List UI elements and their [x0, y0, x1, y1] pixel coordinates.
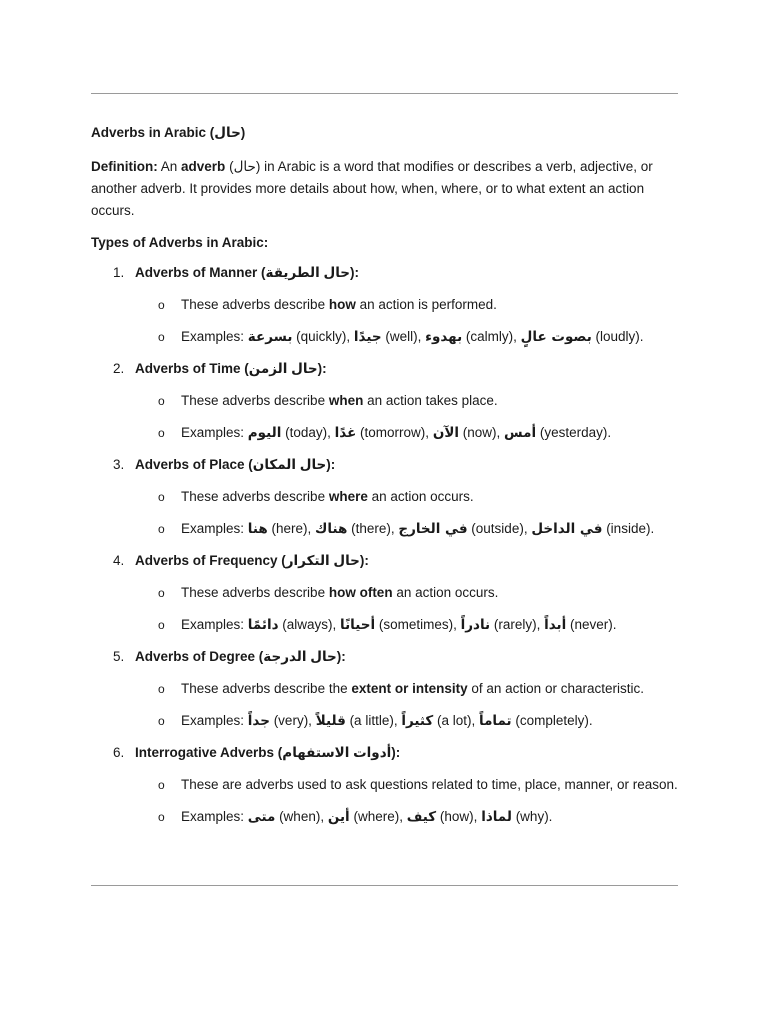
- adverb-type-details: [91, 678, 678, 732]
- example-arabic-word: الآن: [432, 425, 460, 441]
- document-content: [91, 122, 678, 838]
- list-number: 1.: [113, 265, 125, 280]
- examples-list: [248, 521, 654, 536]
- description-text-end: of an action or characteristic.: [467, 681, 644, 696]
- adverb-type-heading: Adverbs of Manner (حال الطريقة):: [135, 265, 360, 280]
- example-translation: (sometimes),: [375, 617, 461, 632]
- example-arabic-word: جيدًا: [353, 329, 382, 345]
- list-number: 4.: [113, 553, 125, 568]
- bullet-icon: o: [158, 778, 165, 792]
- examples-label: Examples:: [181, 809, 248, 824]
- adverb-type-4: [91, 550, 678, 636]
- example-arabic-word: هناك: [315, 521, 348, 537]
- adverb-type-details: [91, 486, 678, 540]
- adverb-examples: [158, 614, 678, 636]
- example-translation: (loudly).: [591, 329, 644, 344]
- example-translation: (how),: [436, 809, 482, 824]
- example-translation: (today),: [281, 425, 335, 440]
- examples-list: [248, 425, 611, 440]
- examples-list: [248, 617, 617, 632]
- description-keyword: how: [328, 297, 356, 312]
- example-translation: (inside).: [602, 521, 655, 536]
- definition-term: adverb: [181, 159, 226, 174]
- top-divider: [91, 93, 678, 94]
- example-arabic-word: أحيانًا: [340, 617, 376, 633]
- bullet-icon: o: [158, 682, 165, 696]
- list-number: 6.: [113, 745, 125, 760]
- example-translation: (rarely),: [490, 617, 545, 632]
- adverb-description: [158, 390, 678, 412]
- definition-paragraph: [91, 156, 678, 222]
- description-text-end: an action occurs.: [392, 585, 499, 600]
- adverb-type-1: [91, 262, 678, 348]
- bullet-icon: o: [158, 426, 165, 440]
- example-arabic-word: أين: [327, 809, 350, 825]
- bullet-icon: o: [158, 810, 165, 824]
- bullet-icon: o: [158, 330, 165, 344]
- example-translation: (never).: [566, 617, 617, 632]
- description-keyword: how often: [328, 585, 393, 600]
- example-arabic-word: أبداً: [544, 617, 567, 633]
- examples-list: [248, 329, 644, 344]
- bullet-icon: o: [158, 618, 165, 632]
- adverb-type-3: [91, 454, 678, 540]
- examples-label: Examples:: [181, 521, 248, 536]
- description-text: These are adverbs used to ask questions related to time, place, manner, or reason.: [181, 777, 678, 792]
- examples-list: [248, 713, 593, 728]
- types-heading: Types of Adverbs in Arabic:: [91, 235, 269, 250]
- example-arabic-word: قليلاً: [315, 713, 346, 729]
- adverb-description: [158, 774, 678, 796]
- adverb-type-heading: Adverbs of Time (حال الزمن):: [135, 361, 327, 376]
- bullet-icon: o: [158, 490, 165, 504]
- adverb-description: [158, 486, 678, 508]
- example-arabic-word: كيف: [406, 809, 437, 825]
- example-translation: (now),: [459, 425, 505, 440]
- examples-label: Examples:: [181, 329, 248, 344]
- example-translation: (completely).: [511, 713, 593, 728]
- example-arabic-word: هنا: [247, 521, 268, 537]
- adverb-examples: [158, 710, 678, 732]
- description-text: These adverbs describe: [181, 489, 329, 504]
- example-translation: (well),: [381, 329, 426, 344]
- description-text: These adverbs describe: [181, 585, 329, 600]
- adverb-type-heading: Adverbs of Place (حال المكان):: [135, 457, 336, 472]
- adverb-type-2: [91, 358, 678, 444]
- list-number: 5.: [113, 649, 125, 664]
- example-arabic-word: اليوم: [247, 425, 282, 441]
- example-arabic-word: بصوت عالٍ: [520, 329, 592, 345]
- description-text: These adverbs describe: [181, 393, 329, 408]
- example-translation: (very),: [269, 713, 316, 728]
- examples-label: Examples:: [181, 713, 248, 728]
- adverb-examples: [158, 518, 678, 540]
- example-arabic-word: لماذا: [481, 809, 512, 825]
- adverb-type-heading: Interrogative Adverbs (أدوات الاستفهام):: [135, 745, 401, 760]
- bullet-icon: o: [158, 714, 165, 728]
- adverb-description: [158, 582, 678, 604]
- definition-pre: An: [157, 159, 182, 174]
- description-text-end: an action is performed.: [355, 297, 497, 312]
- adverb-type-heading: Adverbs of Frequency (حال التكرار):: [135, 553, 369, 568]
- document-title: Adverbs in Arabic (حال): [91, 125, 246, 140]
- example-translation: (a little),: [345, 713, 402, 728]
- example-translation: (where),: [349, 809, 407, 824]
- bullet-icon: o: [158, 298, 165, 312]
- example-translation: (when),: [275, 809, 328, 824]
- adverb-description: [158, 678, 678, 700]
- adverb-type-details: [91, 390, 678, 444]
- example-arabic-word: في الداخل: [531, 521, 603, 537]
- description-text: These adverbs describe the: [181, 681, 352, 696]
- adverb-examples: [158, 422, 678, 444]
- example-arabic-word: متى: [247, 809, 276, 825]
- example-arabic-word: غدًا: [334, 425, 357, 441]
- example-arabic-word: أمس: [504, 425, 537, 441]
- example-translation: (quickly),: [292, 329, 354, 344]
- definition-label: Definition:: [91, 159, 158, 174]
- example-translation: (there),: [347, 521, 399, 536]
- description-keyword: when: [328, 393, 364, 408]
- example-arabic-word: جداً: [247, 713, 270, 729]
- description-text: These adverbs describe: [181, 297, 329, 312]
- example-arabic-word: تماماً: [479, 713, 512, 729]
- adverb-type-6: [91, 742, 678, 828]
- list-number: 2.: [113, 361, 125, 376]
- examples-label: Examples:: [181, 425, 248, 440]
- example-arabic-word: كثيراً: [401, 713, 434, 729]
- example-translation: (here),: [267, 521, 315, 536]
- adverb-type-details: [91, 774, 678, 828]
- list-number: 3.: [113, 457, 125, 472]
- description-text-end: an action takes place.: [363, 393, 498, 408]
- description-keyword: where: [328, 489, 368, 504]
- example-arabic-word: بسرعة: [247, 329, 293, 345]
- definition-text: (حال) in Arabic is a word that modifies or describes a verb, adjective, or another adverb. It provides more details about how, when, where, or to what extent an action occurs.: [91, 159, 653, 218]
- example-translation: (a lot),: [433, 713, 479, 728]
- example-translation: (why).: [511, 809, 553, 824]
- example-translation: (outside),: [467, 521, 532, 536]
- bullet-icon: o: [158, 394, 165, 408]
- example-translation: (calmly),: [462, 329, 521, 344]
- types-list: [91, 262, 678, 828]
- bullet-icon: o: [158, 522, 165, 536]
- example-translation: (always),: [278, 617, 341, 632]
- examples-list: [248, 809, 553, 824]
- example-translation: (yesterday).: [536, 425, 612, 440]
- description-keyword: extent or intensity: [351, 681, 468, 696]
- adverb-type-heading: Adverbs of Degree (حال الدرجة):: [135, 649, 346, 664]
- adverb-examples: [158, 326, 678, 348]
- example-arabic-word: نادراً: [460, 617, 491, 633]
- examples-label: Examples:: [181, 617, 248, 632]
- adverb-type-details: [91, 294, 678, 348]
- description-text-end: an action occurs.: [367, 489, 474, 504]
- adverb-type-details: [91, 582, 678, 636]
- example-arabic-word: دائمًا: [247, 617, 279, 633]
- example-arabic-word: بهدوء: [425, 329, 463, 345]
- adverb-examples: [158, 806, 678, 828]
- bullet-icon: o: [158, 586, 165, 600]
- adverb-type-5: [91, 646, 678, 732]
- example-translation: (tomorrow),: [356, 425, 433, 440]
- adverb-description: [158, 294, 678, 316]
- bottom-divider: [91, 885, 678, 886]
- example-arabic-word: في الخارج: [398, 521, 468, 537]
